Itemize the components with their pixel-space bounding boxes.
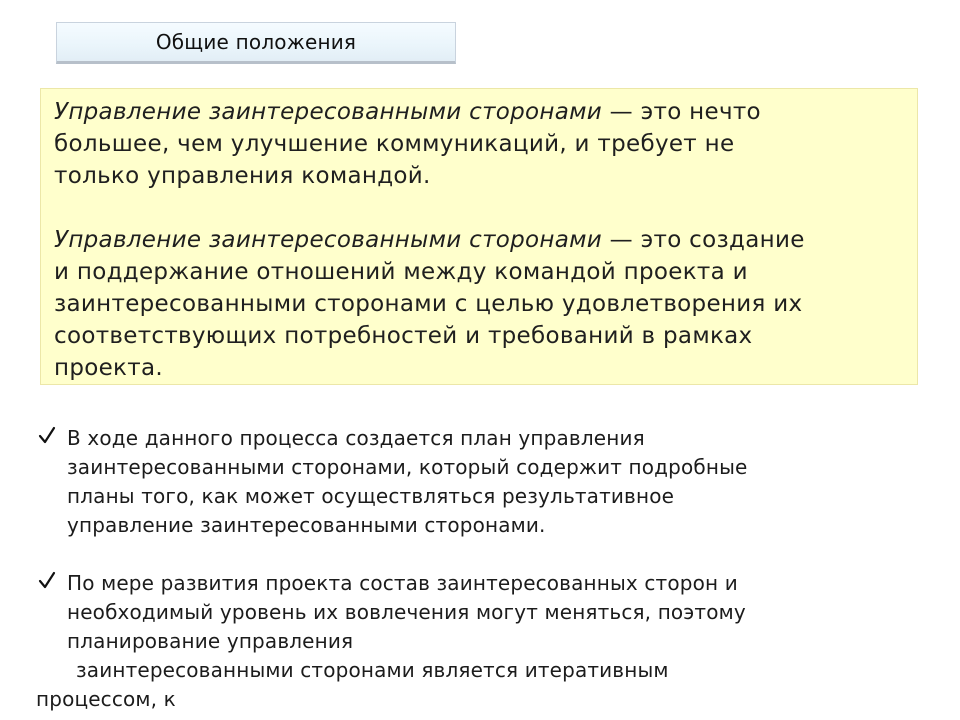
section-title: Общие положения bbox=[155, 30, 357, 54]
definition-term: Управление заинтересованными сторонами bbox=[54, 99, 603, 125]
definition-line bbox=[54, 99, 761, 125]
definition-line: проекта. bbox=[54, 355, 163, 381]
bullet-line: управление заинтересованными сторонами. bbox=[67, 513, 546, 537]
bullet-list bbox=[0, 424, 960, 714]
bullet-line: заинтересованными сторонами, который содержит подробные bbox=[67, 455, 748, 479]
definition-paragraph-2 bbox=[54, 224, 905, 384]
bullet-line: планы того, как может осуществляться результативное bbox=[67, 484, 675, 508]
bullet-item-2 bbox=[0, 569, 960, 714]
bullet-item-1 bbox=[0, 424, 960, 540]
definition-line: большее, чем улучшение коммуникаций, и требует не bbox=[54, 131, 735, 157]
checkmark-icon bbox=[38, 425, 56, 445]
bullet-line: По мере развития проекта состав заинтересованных сторон и bbox=[67, 571, 738, 595]
bullet-line: заинтересованными сторонами является итеративным bbox=[76, 658, 669, 682]
definition-box bbox=[40, 88, 918, 385]
bullet-line: необходимый уровень их вовлечения могут меняться, поэтому bbox=[67, 600, 746, 624]
definition-text: — это нечто bbox=[602, 99, 761, 125]
section-title-box bbox=[56, 22, 456, 64]
bullet-line: процессом, к bbox=[36, 687, 176, 711]
definition-paragraph-1 bbox=[54, 96, 905, 192]
definition-line: только управления командой. bbox=[54, 163, 431, 189]
definition-line: заинтересованными сторонами с целью удовлетворения их bbox=[54, 291, 803, 317]
bullet-line: В ходе данного процесса создается план управления bbox=[67, 426, 645, 450]
bullet-line: планирование управления bbox=[67, 629, 354, 653]
definition-line: и поддержание отношений между командой проекта и bbox=[54, 259, 748, 285]
definition-line bbox=[54, 227, 805, 253]
definition-term: Управление заинтересованными сторонами bbox=[54, 227, 603, 253]
definition-text: — это создание bbox=[602, 227, 805, 253]
definition-line: соответствующих потребностей и требований в рамках bbox=[54, 323, 753, 349]
checkmark-icon bbox=[38, 570, 56, 590]
